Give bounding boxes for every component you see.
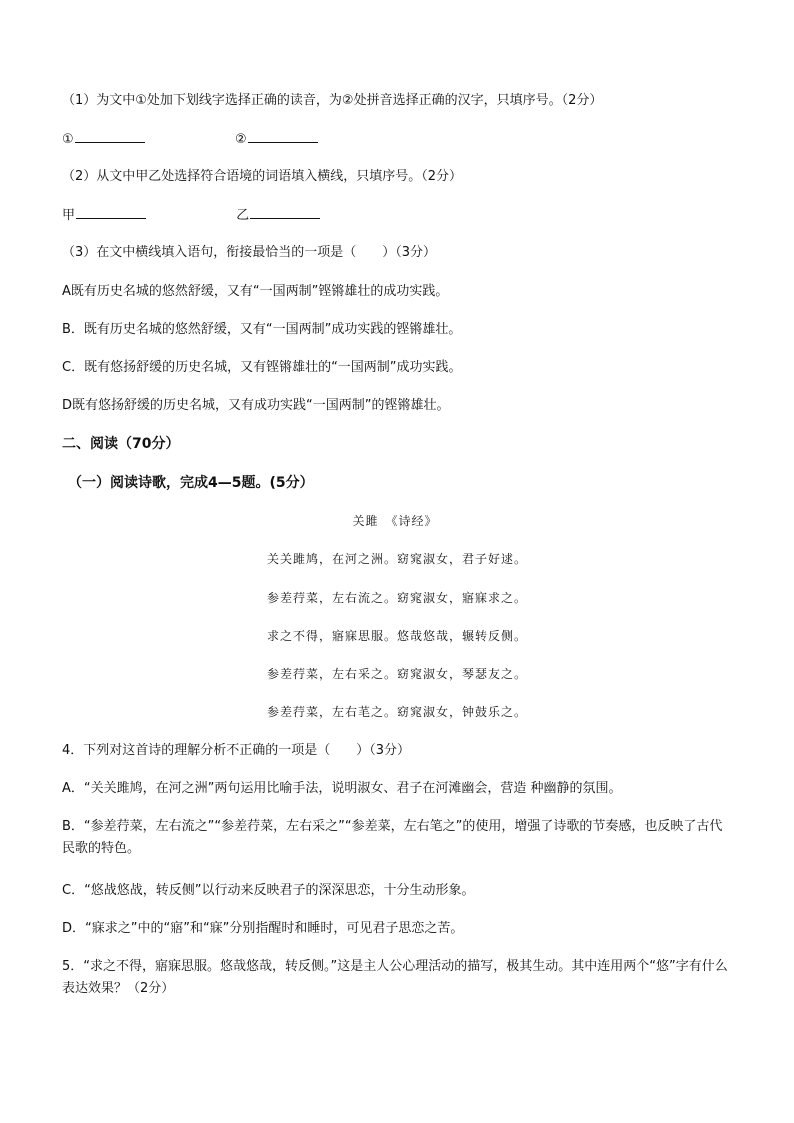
question-3-sub2: （2）从文中甲乙处选择符合语境的词语填入横线，只填序号。（2分） [62,169,463,184]
section-2-heading: 二、阅读（70分） [62,436,180,452]
blank-3-label: 甲 [62,208,76,223]
blank-3[interactable] [76,206,146,219]
question-3-sub1: （1）为文中①处加下划线字选择正确的读音，为②处拼音选择正确的汉字，只填序号。（2分） [62,93,603,108]
q3-option-c: C．既有悠扬舒缓的历史名城，又有铿锵雄壮的“一国两制”成功实践。 [62,360,462,375]
poem-line-4: 参差荇菜，左右采之。窈窕淑女，琴瑟友之。 [266,667,527,681]
part-1-heading: （一）阅读诗歌，完成4—5题。(5分） [68,475,314,491]
blank-1[interactable] [75,130,145,143]
answer-blank-row-2 [62,206,320,225]
poem-line-1: 关关雎鸠，在河之洲。窈窕淑女，君子好逑。 [266,552,527,566]
q3-option-d: D既有悠扬舒缓的历史名城，又有成功实践“一国两制”的铿锵雄壮。 [62,398,450,413]
answer-blank-row-1 [62,130,318,149]
q3-option-b: B．既有历史名城的悠然舒缓，又有“一国两制”成功实践的铿锵雄壮。 [62,322,462,337]
q4-option-c: C．“悠战悠战，转反侧”以行动来反映君子的深深思恋，十分生动形象。 [62,883,475,898]
q3-option-a: A既有历史名城的悠然舒缓，又有“一国两制”铿锵雄壮的成功实践。 [62,284,449,299]
poem-title: 关雎 《诗经》 [352,514,438,528]
question-5-stem: 5．“求之不得，寤寐思服。悠哉悠哉，转反侧。”这是主人公心理活动的描写，极其生动。其中连用两个“悠”字有什么表达效果？（2分） [62,959,728,996]
poem-line-5: 参差荇菜，左右芼之。窈窕淑女，钟鼓乐之。 [266,705,527,719]
blank-1-label: ① [62,132,74,147]
question-3-sub3: （3）在文中横线填入语句，衔接最恰当的一项是（ ）（3分） [62,245,437,260]
blank-4-label: 乙 [236,208,250,223]
blank-2-label: ② [234,132,247,147]
blank-4[interactable] [250,206,320,219]
q4-option-d: D．“寐求之”中的“寤”和“寐”分别指醒时和睡时，可见君子思恋之苦。 [62,921,464,936]
poem-line-2: 参差荇菜，左右流之。窈窕淑女，寤寐求之。 [266,591,527,605]
q4-option-b: B．“参差荇菜，左右流之”“参差荇菜，左右采之”“参差菜，左右笔之”的使用，增强了诗歌的节奏感，也反映了古代民歌的特色。 [62,819,723,856]
question-4-stem: 4．下列对这首诗的理解分析不正确的一项是（ ）（3分） [62,743,411,758]
q4-option-a: A．“关关雎鸠，在河之洲”两句运用比喻手法，说明淑女、君子在河滩幽会，营造 种幽静的氛围。 [62,781,622,796]
poem-line-3: 求之不得，寤寐思服。悠哉悠哉，辗转反侧。 [266,629,527,643]
blank-2[interactable] [248,130,318,143]
